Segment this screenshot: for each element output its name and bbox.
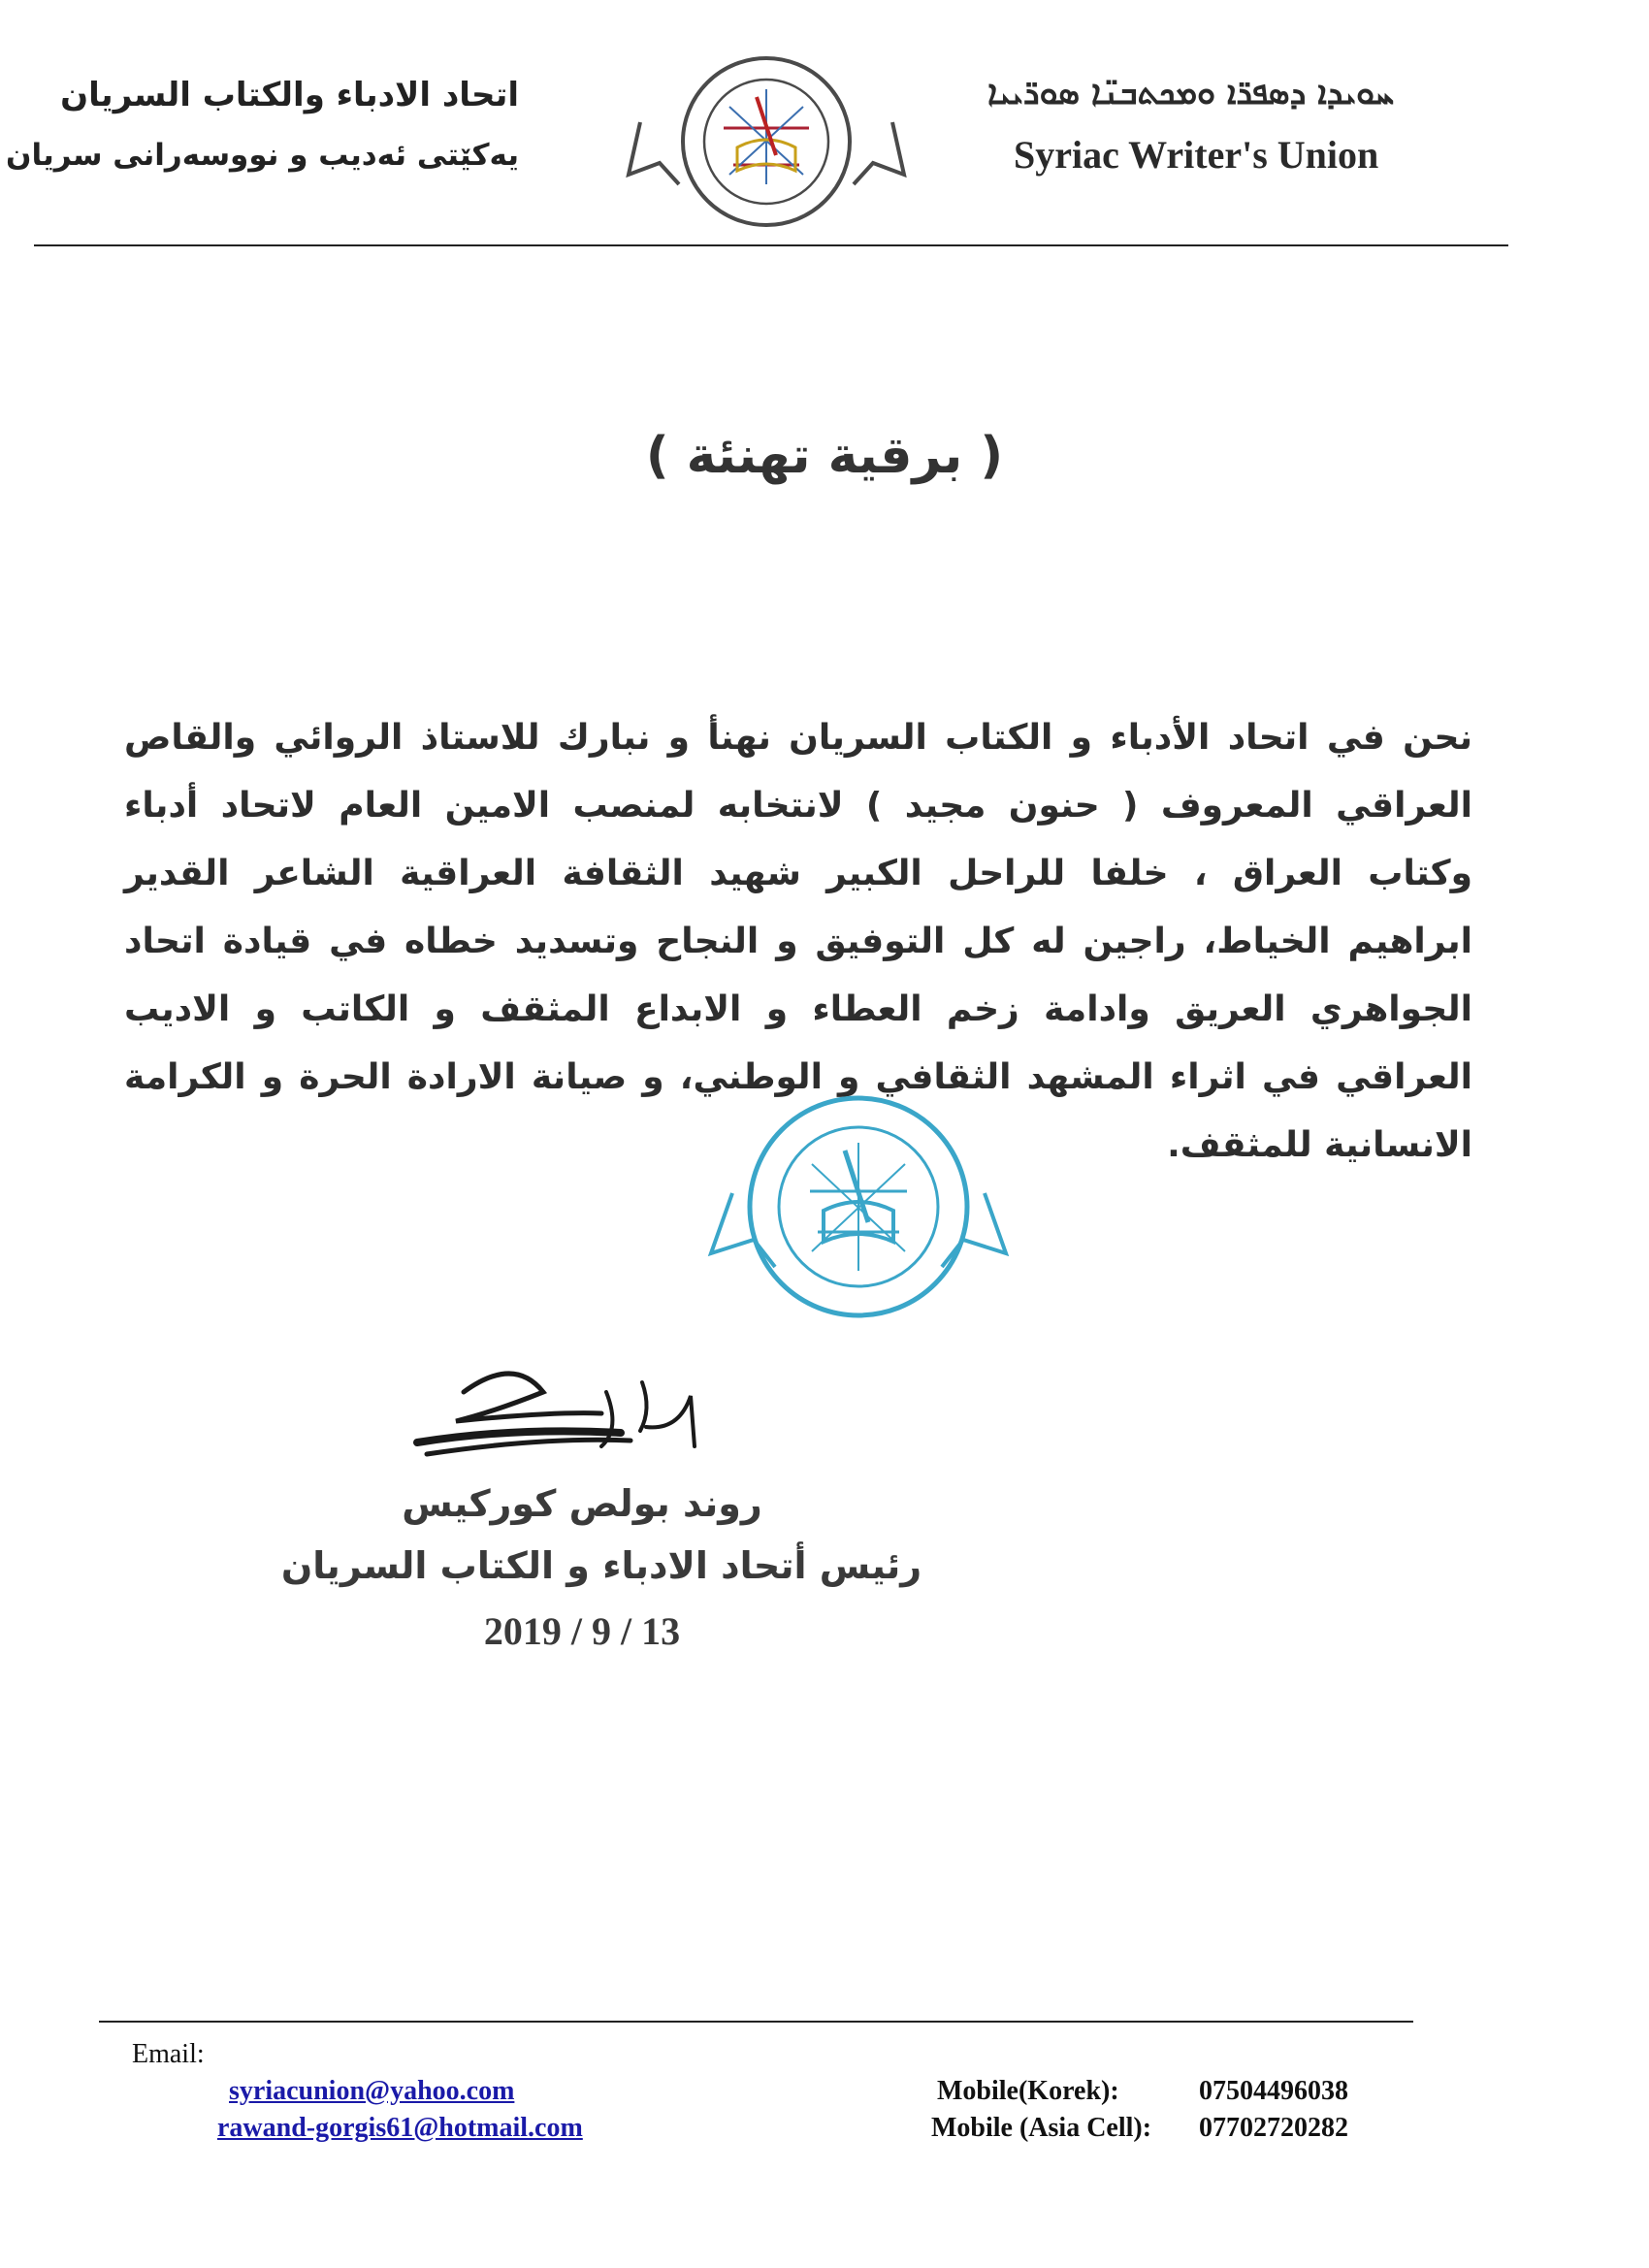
union-emblem-icon bbox=[621, 39, 912, 243]
letter-date: 2019 / 9 / 13 bbox=[483, 1609, 681, 1653]
header-arabic-name: اتحاد الادباء والكتاب السريان bbox=[60, 76, 519, 114]
footer-divider bbox=[99, 2021, 1413, 2023]
mobile-korek-number: 07504496038 bbox=[1199, 2076, 1348, 2106]
header-english-name: Syriac Writer's Union bbox=[1014, 133, 1379, 177]
signatory-position: رئيس أتحاد الادباء و الكتاب السريان bbox=[280, 1544, 922, 1587]
handwritten-signature-icon bbox=[398, 1353, 728, 1470]
mobile-asia-label: Mobile (Asia Cell): bbox=[931, 2113, 1152, 2143]
mobile-korek-label: Mobile(Korek): bbox=[937, 2076, 1119, 2106]
mobile-asia-number: 07702720282 bbox=[1199, 2113, 1348, 2143]
letter-title: ( برقية تهنئة ) bbox=[645, 427, 1004, 485]
email-label: Email: bbox=[132, 2039, 205, 2069]
header-kurdish-name: یەکێتی ئەدیب و نووسەرانی سریان bbox=[6, 138, 519, 173]
header-syriac-name: ܚܘܝܕܐ ܕܣܦܪ̈ܐ ܘܡܟܬܒܢ̈ܐ ܣܘܪ̈ܝܝܐ bbox=[987, 74, 1395, 113]
email-link-yahoo[interactable]: syriacunion@yahoo.com bbox=[229, 2076, 515, 2106]
signatory-name: روند بولص كوركيس bbox=[402, 1482, 762, 1525]
letter-body: نحن في اتحاد الأدباء و الكتاب السريان نهنأ و نبارك للاستاذ الروائي والقاص العراقي المعروف ( حنون مجيد ) لانتخابه لمنصب الامين العام لاتحاد أدباء وكتاب العراق ، خلفا للراحل الكبير شهيد الثقافة العراقية الشاعر القدير ابراهيم الخياط، راجين له كل التوفيق و النجاح وتسديد خطاه في قيادة اتحاد الجواهري العريق وادامة زخم العطاء و الابداع المثقف و الكاتب و الاديب العراقي في اثراء المشهد الثقافي و الوطني، و صيانة الارادة الحرة و الكرامة الانسانية للمثقف. bbox=[124, 718, 1472, 1165]
header-divider bbox=[34, 244, 1508, 246]
email-link-hotmail[interactable]: rawand-gorgis61@hotmail.com bbox=[217, 2113, 583, 2143]
official-stamp-icon bbox=[703, 1086, 1014, 1329]
